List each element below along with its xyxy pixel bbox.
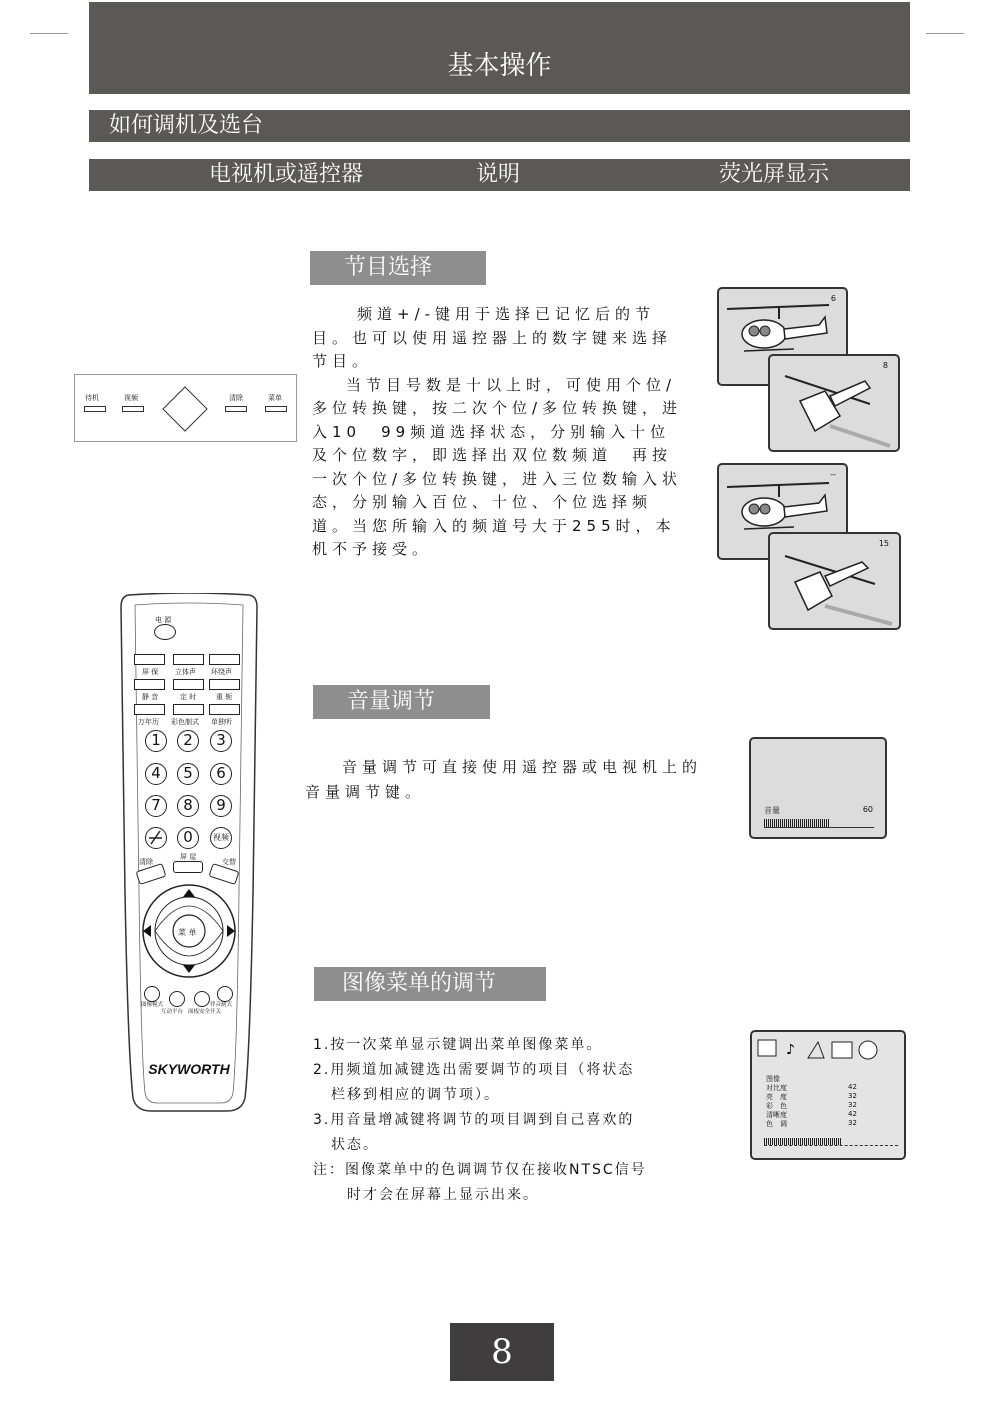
- picture-osd-row-label: 清晰度: [766, 1111, 787, 1119]
- volume-text: 音量调节可直接使用遥控器或电视机上的音量调节键。: [305, 758, 703, 801]
- picture-osd-row-value: 32: [848, 1101, 857, 1109]
- remote-label-color-system: 彩色制式: [171, 718, 199, 726]
- page-title: 基本操作: [447, 51, 552, 81]
- remote-key-row3-b[interactable]: [173, 704, 204, 715]
- picture-osd-heading: 图像: [766, 1075, 780, 1083]
- picture-menu-title: 图像菜单的调节: [314, 967, 546, 1001]
- remote-digit-7[interactable]: 7: [145, 795, 167, 817]
- picture-menu-step: 1.按一次菜单显示键调出菜单图像菜单。: [313, 1037, 603, 1053]
- remote-label-stereo: 立体声: [175, 668, 196, 676]
- remote-screen-button[interactable]: [173, 861, 203, 873]
- panel-diamond-key[interactable]: [161, 385, 209, 433]
- panel-standby-button[interactable]: [84, 406, 106, 412]
- remote-label-mute: 静 音: [142, 693, 159, 701]
- remote-bottom-key-2[interactable]: [169, 991, 185, 1007]
- program-select-para1: 频道+/-键用于选择已记忆后的节目。也可以使用遥控器上的数字键来选择节目。: [312, 305, 673, 370]
- remote-control: [117, 593, 261, 1113]
- column-header-device: 电视机或遥控器: [209, 162, 364, 187]
- section-bar: [89, 110, 910, 142]
- picture-menu-step: 3.用音量增减键将调节的项目调到自己喜欢的: [313, 1112, 635, 1128]
- picture-osd-screen: [750, 1030, 906, 1160]
- volume-osd-bar-track: [764, 819, 874, 828]
- channel-number: 6: [830, 294, 836, 303]
- channel-number: --: [830, 470, 836, 479]
- remote-key-row1-c[interactable]: [209, 654, 240, 665]
- picture-osd-bar-fill: [764, 1138, 842, 1145]
- panel-label-menu: 菜单: [268, 394, 282, 402]
- channel-screen-8: [768, 354, 900, 452]
- volume-title: 音量调节: [313, 685, 490, 719]
- picture-menu-step: 状态。: [331, 1137, 379, 1153]
- panel-label-video: 视频: [124, 394, 138, 402]
- remote-digit-3[interactable]: 3: [210, 730, 232, 752]
- helicopter-image: [770, 356, 898, 450]
- remote-power-label: 电 源: [155, 616, 172, 624]
- crop-mark-left: [30, 33, 68, 34]
- remote-key-row1-b[interactable]: [173, 654, 204, 665]
- remote-label-swap: 交替: [222, 858, 236, 866]
- section-title: 如何调机及选台: [109, 113, 264, 138]
- remote-menu-button[interactable]: 菜 单: [178, 928, 197, 937]
- remote-key-row2-b[interactable]: [173, 679, 204, 690]
- remote-label-timer: 定 时: [180, 693, 197, 701]
- channel-number: 15: [878, 539, 889, 548]
- remote-label-panel-lock: 面板安全开关: [188, 1009, 222, 1015]
- picture-osd-row-value: 32: [848, 1119, 857, 1127]
- remote-digit-2[interactable]: 2: [177, 730, 199, 752]
- remote-digit-1[interactable]: 1: [145, 730, 167, 752]
- remote-brand-logo: SKYWORTH: [148, 1061, 230, 1077]
- picture-menu-step: 2.用频道加减键选出需要调节的项目（将状态: [313, 1062, 635, 1078]
- remote-digit-toggle-button[interactable]: [145, 827, 167, 849]
- picture-osd-row-label: 对比度: [766, 1084, 787, 1092]
- column-header-description: 说明: [476, 162, 521, 187]
- remote-label-screensaver: 屏 保: [142, 668, 159, 676]
- program-select-title: 节目选择: [310, 251, 486, 285]
- picture-osd-row-value: 42: [848, 1083, 857, 1091]
- remote-label-solo-listen: 单独听: [211, 718, 232, 726]
- remote-key-row2-a[interactable]: [134, 679, 165, 690]
- panel-label-standby: 待机: [85, 394, 99, 402]
- channel-number: 8: [882, 361, 888, 370]
- column-header-bar: [89, 159, 910, 191]
- program-select-para2: 当节目号数是十以上时，可使用个位/多位转换键，按二次个位/多位转换键，进入10 99频道选择状态，分别输入十位及个位数字，即选择出双位数频道 再按一次个位/多位转换键，进入三位数输入状态，分别输入百位、十位、个位选择频道。当您所输入的频道号大于255时，本机不予接受。: [312, 375, 683, 558]
- picture-menu-steps: [313, 1033, 703, 1208]
- remote-key-row1-a[interactable]: [134, 654, 165, 665]
- remote-bottom-key-3[interactable]: [194, 991, 210, 1007]
- picture-menu-icons: [756, 1036, 902, 1064]
- remote-label-surround: 环绕声: [211, 668, 232, 676]
- picture-osd-row-label: 色 调: [766, 1120, 787, 1128]
- picture-osd-bar: [764, 1138, 898, 1146]
- remote-digit-8[interactable]: 8: [177, 795, 199, 817]
- remote-digit-9[interactable]: 9: [210, 795, 232, 817]
- remote-digit-6[interactable]: 6: [210, 763, 232, 785]
- remote-key-row3-a[interactable]: [134, 704, 165, 715]
- page-number: 8: [450, 1323, 554, 1381]
- svg-text:♪: ♪: [786, 1042, 795, 1058]
- volume-osd-bar-fill: [764, 819, 830, 827]
- remote-label-recall: 重 轭: [216, 693, 233, 701]
- remote-label-sound-system: 伴音制式: [210, 1002, 233, 1008]
- header-bar: [89, 2, 910, 94]
- picture-osd-row-label: 亮 度: [766, 1093, 787, 1101]
- remote-digit-4[interactable]: 4: [145, 763, 167, 785]
- remote-label-clear: 清除: [139, 858, 153, 866]
- panel-menu-button[interactable]: [265, 406, 287, 412]
- helicopter-image: [770, 534, 899, 628]
- panel-label-clear: 清除: [229, 394, 243, 402]
- remote-digit-5[interactable]: 5: [177, 763, 199, 785]
- crop-mark-right: [926, 33, 964, 34]
- picture-menu-note: 注：图像菜单中的色调调节仅在接收NTSC信号: [313, 1162, 647, 1178]
- volume-osd-screen: [749, 737, 887, 839]
- panel-clear-button[interactable]: [225, 406, 247, 412]
- digit-toggle-icon: [146, 828, 165, 847]
- remote-video-button[interactable]: 视频: [210, 827, 232, 849]
- program-select-text: [312, 303, 690, 562]
- column-header-screen: 荧光屏显示: [719, 162, 830, 187]
- remote-label-picture-mode: 图像模式: [141, 1002, 164, 1008]
- picture-menu-step: 栏移到相应的调节项）。: [331, 1087, 500, 1103]
- picture-osd-row-label: 彩 色: [766, 1102, 787, 1110]
- volume-osd-value: 60: [862, 805, 873, 814]
- remote-label-interactive: 互动平台: [161, 1009, 184, 1015]
- volume-osd-label: 音量: [764, 806, 780, 815]
- panel-video-button[interactable]: [122, 406, 144, 412]
- remote-power-button[interactable]: [154, 624, 176, 640]
- picture-osd-row-value: 32: [848, 1092, 857, 1100]
- channel-screen-15: [768, 532, 901, 630]
- tv-front-panel: [74, 374, 297, 442]
- remote-label-calendar: 万年历: [138, 718, 159, 726]
- picture-osd-row-value: 42: [848, 1110, 857, 1118]
- remote-digit-0[interactable]: 0: [177, 827, 199, 849]
- remote-key-row3-c[interactable]: [209, 704, 240, 715]
- remote-label-screen: 屏 屋: [180, 853, 197, 861]
- picture-menu-note: 时才会在屏幕上显示出来。: [347, 1187, 539, 1203]
- remote-key-row2-c[interactable]: [209, 679, 240, 690]
